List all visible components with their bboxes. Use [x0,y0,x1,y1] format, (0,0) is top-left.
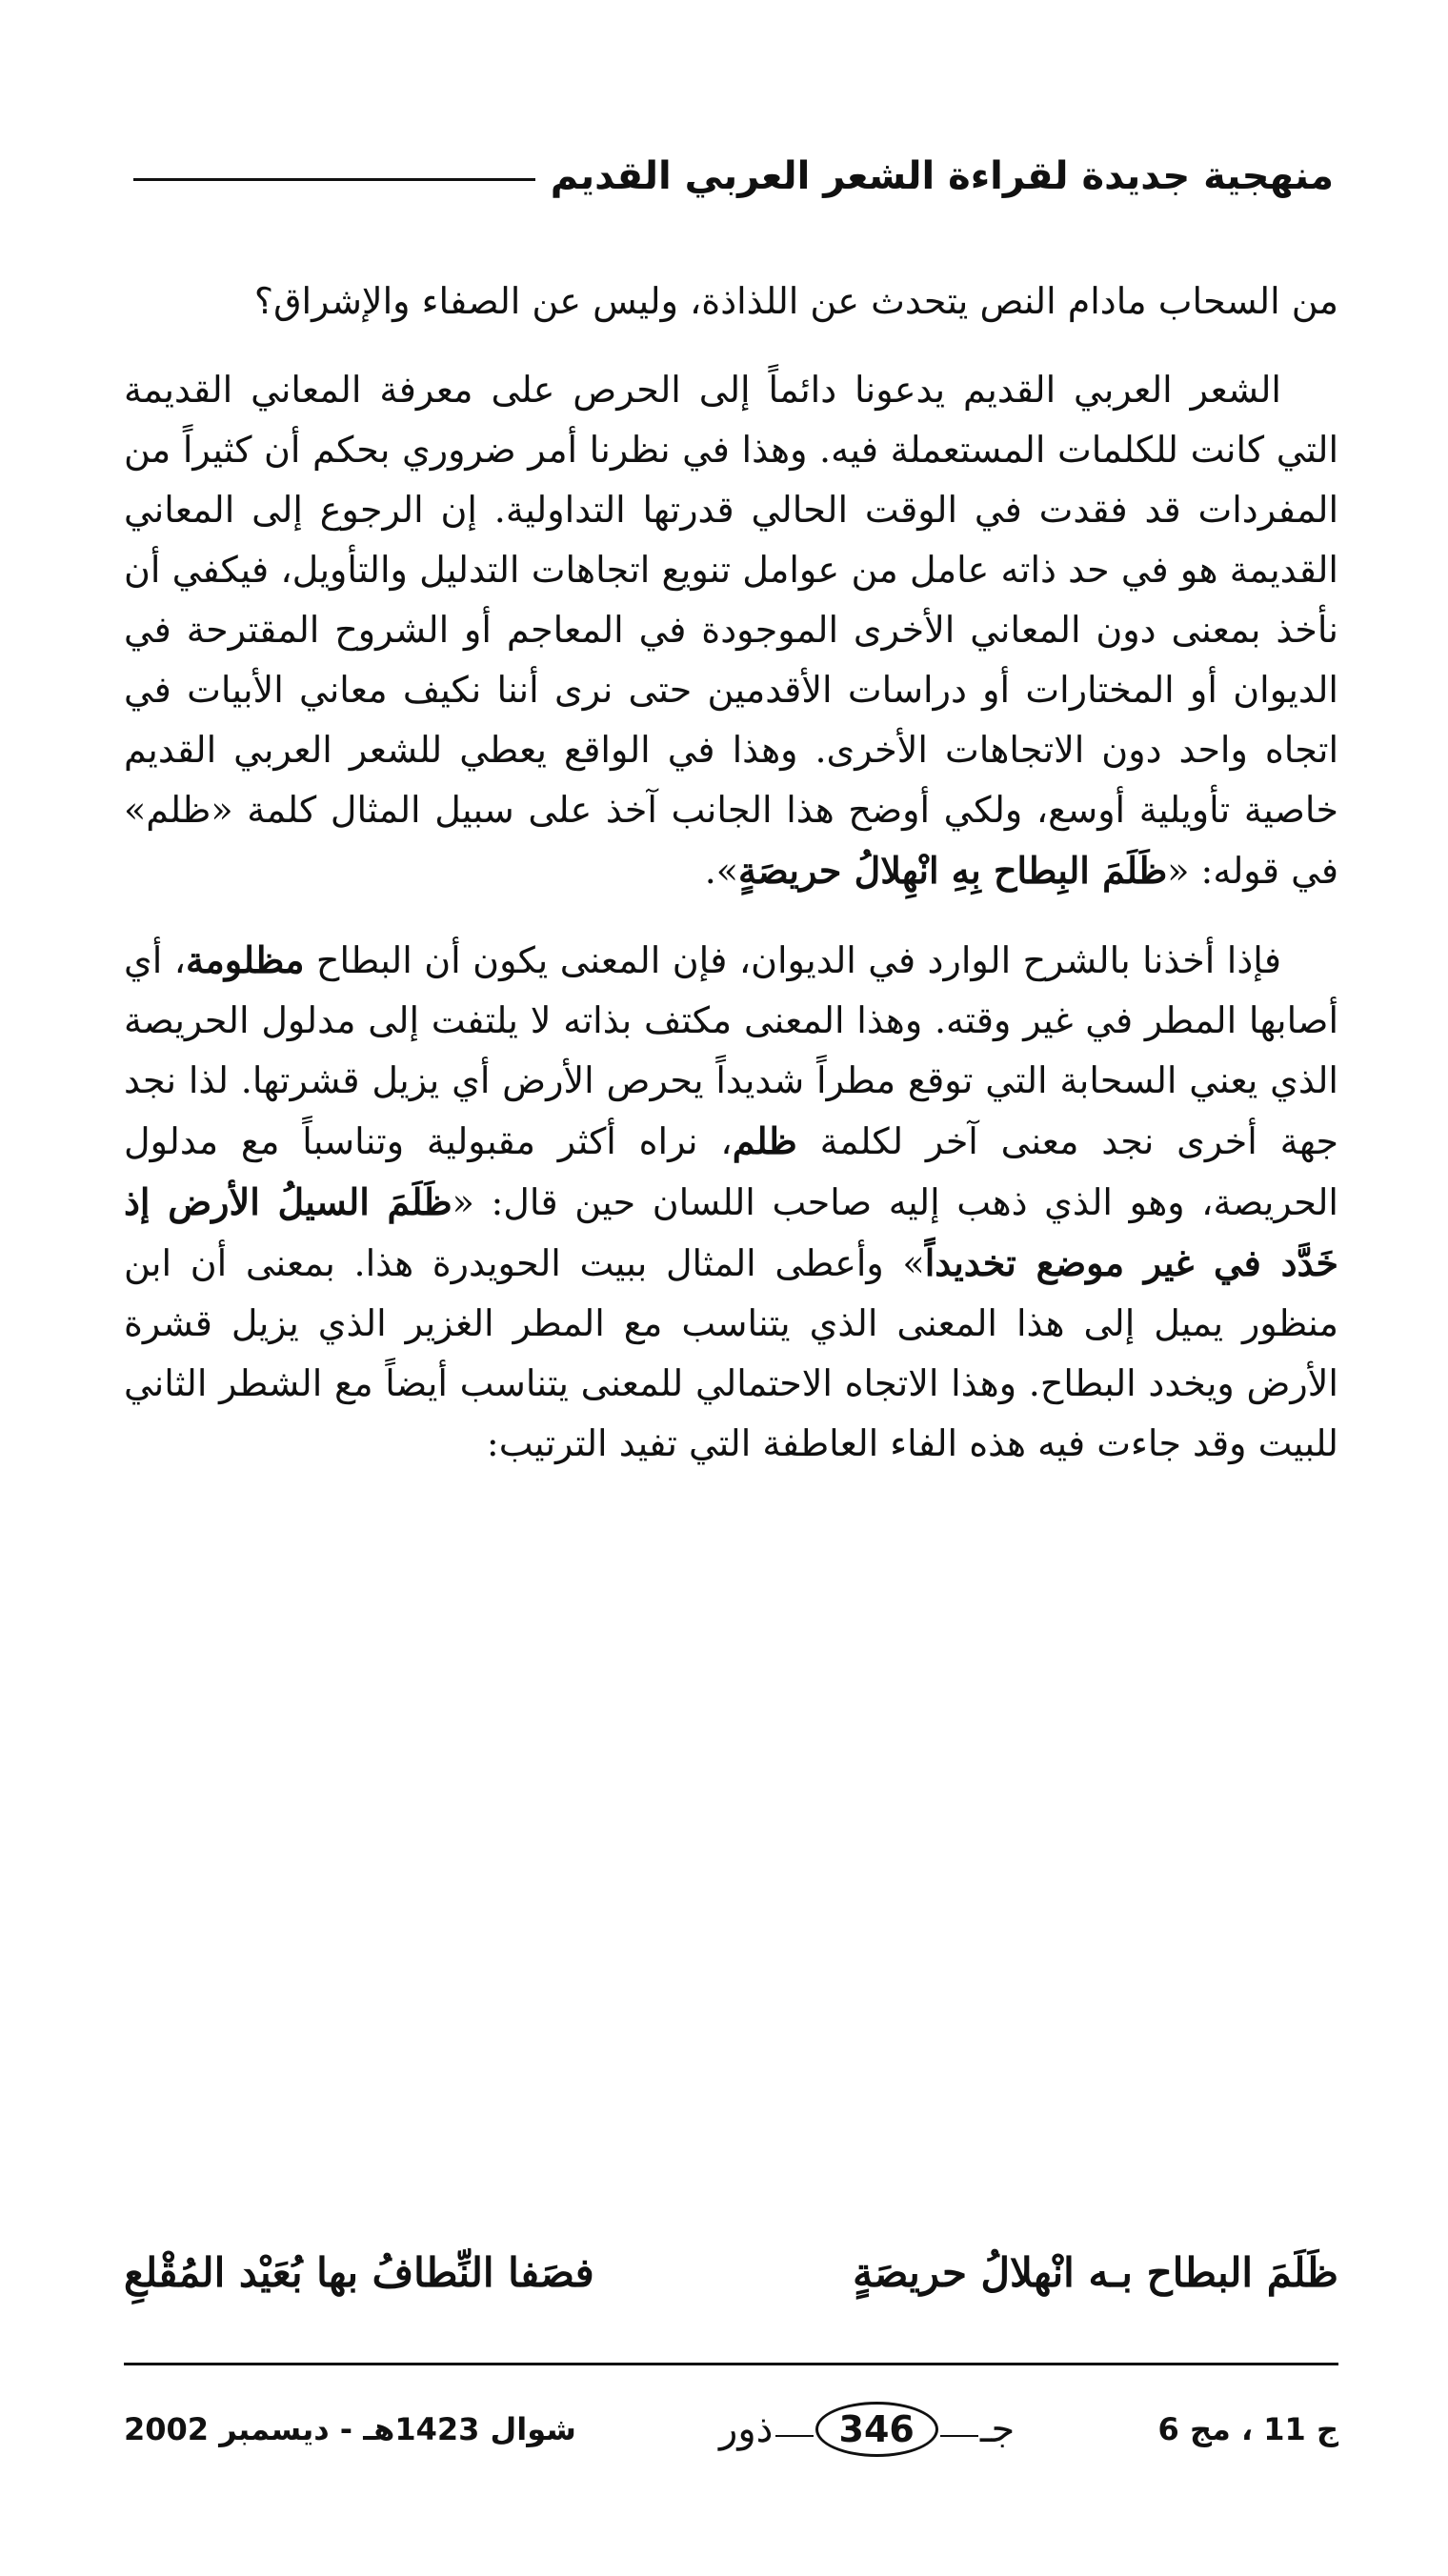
bold-word-zalam: ظلم [732,1119,797,1162]
paragraph-3-text-d: » وأعطى المثال ببيت الحويدرة هذا. بمعنى أن ابن منظور يميل إلى هذا المعنى الذي يتناسب مع المطر الغزير الذي يزيل قشرة الأرض ويخدد البطاح. وهذا الاتجاه الاحتمالي للمعنى يتناسب أيضاً مع الشطر الثاني للبيت وقد جاءت فيه هذه الفاء العاطفة التي تفيد الترتيب: [124,1242,1338,1464]
journal-name-right: ذور [719,2407,774,2451]
poetry-verse [124,2229,1338,2315]
paragraph-1 [124,272,1338,332]
paragraph-2-text: الشعر العربي القديم يدعونا دائماً إلى الحرص على معرفة المعاني القديمة التي كانت للكلمات المستعملة فيه. وهذا في نظرنا أمر ضروري بحكم أن كثيراً من المفردات قد فقدت في الوقت الحالي قدرتها التداولية. إن الرجوع إلى المعاني القديمة هو في حد ذاته عامل من عوامل تنويع اتجاهات التدليل والتأويل، فيكفي أن نأخذ بمعنى دون المعاني الأخرى الموجودة في المعاجم أو الشروح المقترحة في الديوان أو المختارات أو دراسات الأقدمين حتى نرى أننا نكيف معاني الأبيات في اتجاه واحد دون الاتجاهات الأخرى. وهذا في الواقع يعطي للشعر العربي القديم خاصية تأويلية أوسع، ولكي أوضح هذا الجانب آخذ على سبيل المثال كلمة «ظلم» في قوله: « [124,369,1339,892]
page-footer [124,2386,1338,2472]
paragraph-3-text-b: ، أي أصابها المطر في غير وقته. وهذا المعنى مكتف بذاته لا يلتفت إلى مدلول الحريصة الذي يعني السحابة التي توقع مطراً شديداً يحرص الأرض أي يزيل قشرتها. لذا نجد جهة أخرى نجد معنى آخر لكلمة [124,939,1338,1162]
journal-rule-right [775,2435,814,2437]
journal-mark [719,2402,1015,2457]
paragraph-3-text-c: ، نراه أكثر مقبولية وتناسباً مع مدلول الحريصة، وهو الذي ذهب إليه صاحب اللسان حين قال: « [124,1120,1338,1223]
paragraph-3 [124,930,1338,1474]
quote-verse-fragment: ظَلَمَ البِطاح بِهِ انْهِلالُ حريصَةٍ [738,849,1168,892]
running-header [133,143,1334,210]
header-rule [133,178,535,181]
footer-rule [124,2363,1338,2365]
quote-lisan: ظَلَمَ السيلُ الأرض إذ خَدَّد في غير موضع تخديداً [124,1180,1338,1284]
header-title: منهجية جديدة لقراءة الشعر العربي القديم [550,154,1334,198]
verse-first-hemistich: ظَلَمَ البطاح بـه انْهلالُ حريصَةٍ [853,2248,1338,2296]
paragraph-3-text-a: فإذا أخذنا بالشرح الوارد في الديوان، فإن المعنى يكون أن البطاح [304,939,1281,981]
page-number: 346 [815,2402,938,2457]
verse-second-hemistich: فصَفا النِّطافُ بها بُعَيْد المُقْلعِ [124,2248,594,2296]
paragraph-1-text: من السحاب مادام النص يتحدث عن اللذاذة، وليس عن الصفاء والإشراق؟ [253,280,1338,322]
journal-rule-left [940,2435,978,2437]
paragraph-2 [124,360,1338,901]
bold-word-mazluma: مظلومة [186,938,305,981]
body-text [124,272,1338,1502]
journal-name-left: جـ [979,2407,1016,2451]
issue-date: شوال 1423هـ - ديسمبر 2002 [124,2411,576,2447]
issue-info: ج 11 ، مج 6 [1157,2411,1338,2447]
paragraph-2-end: ». [704,850,739,892]
